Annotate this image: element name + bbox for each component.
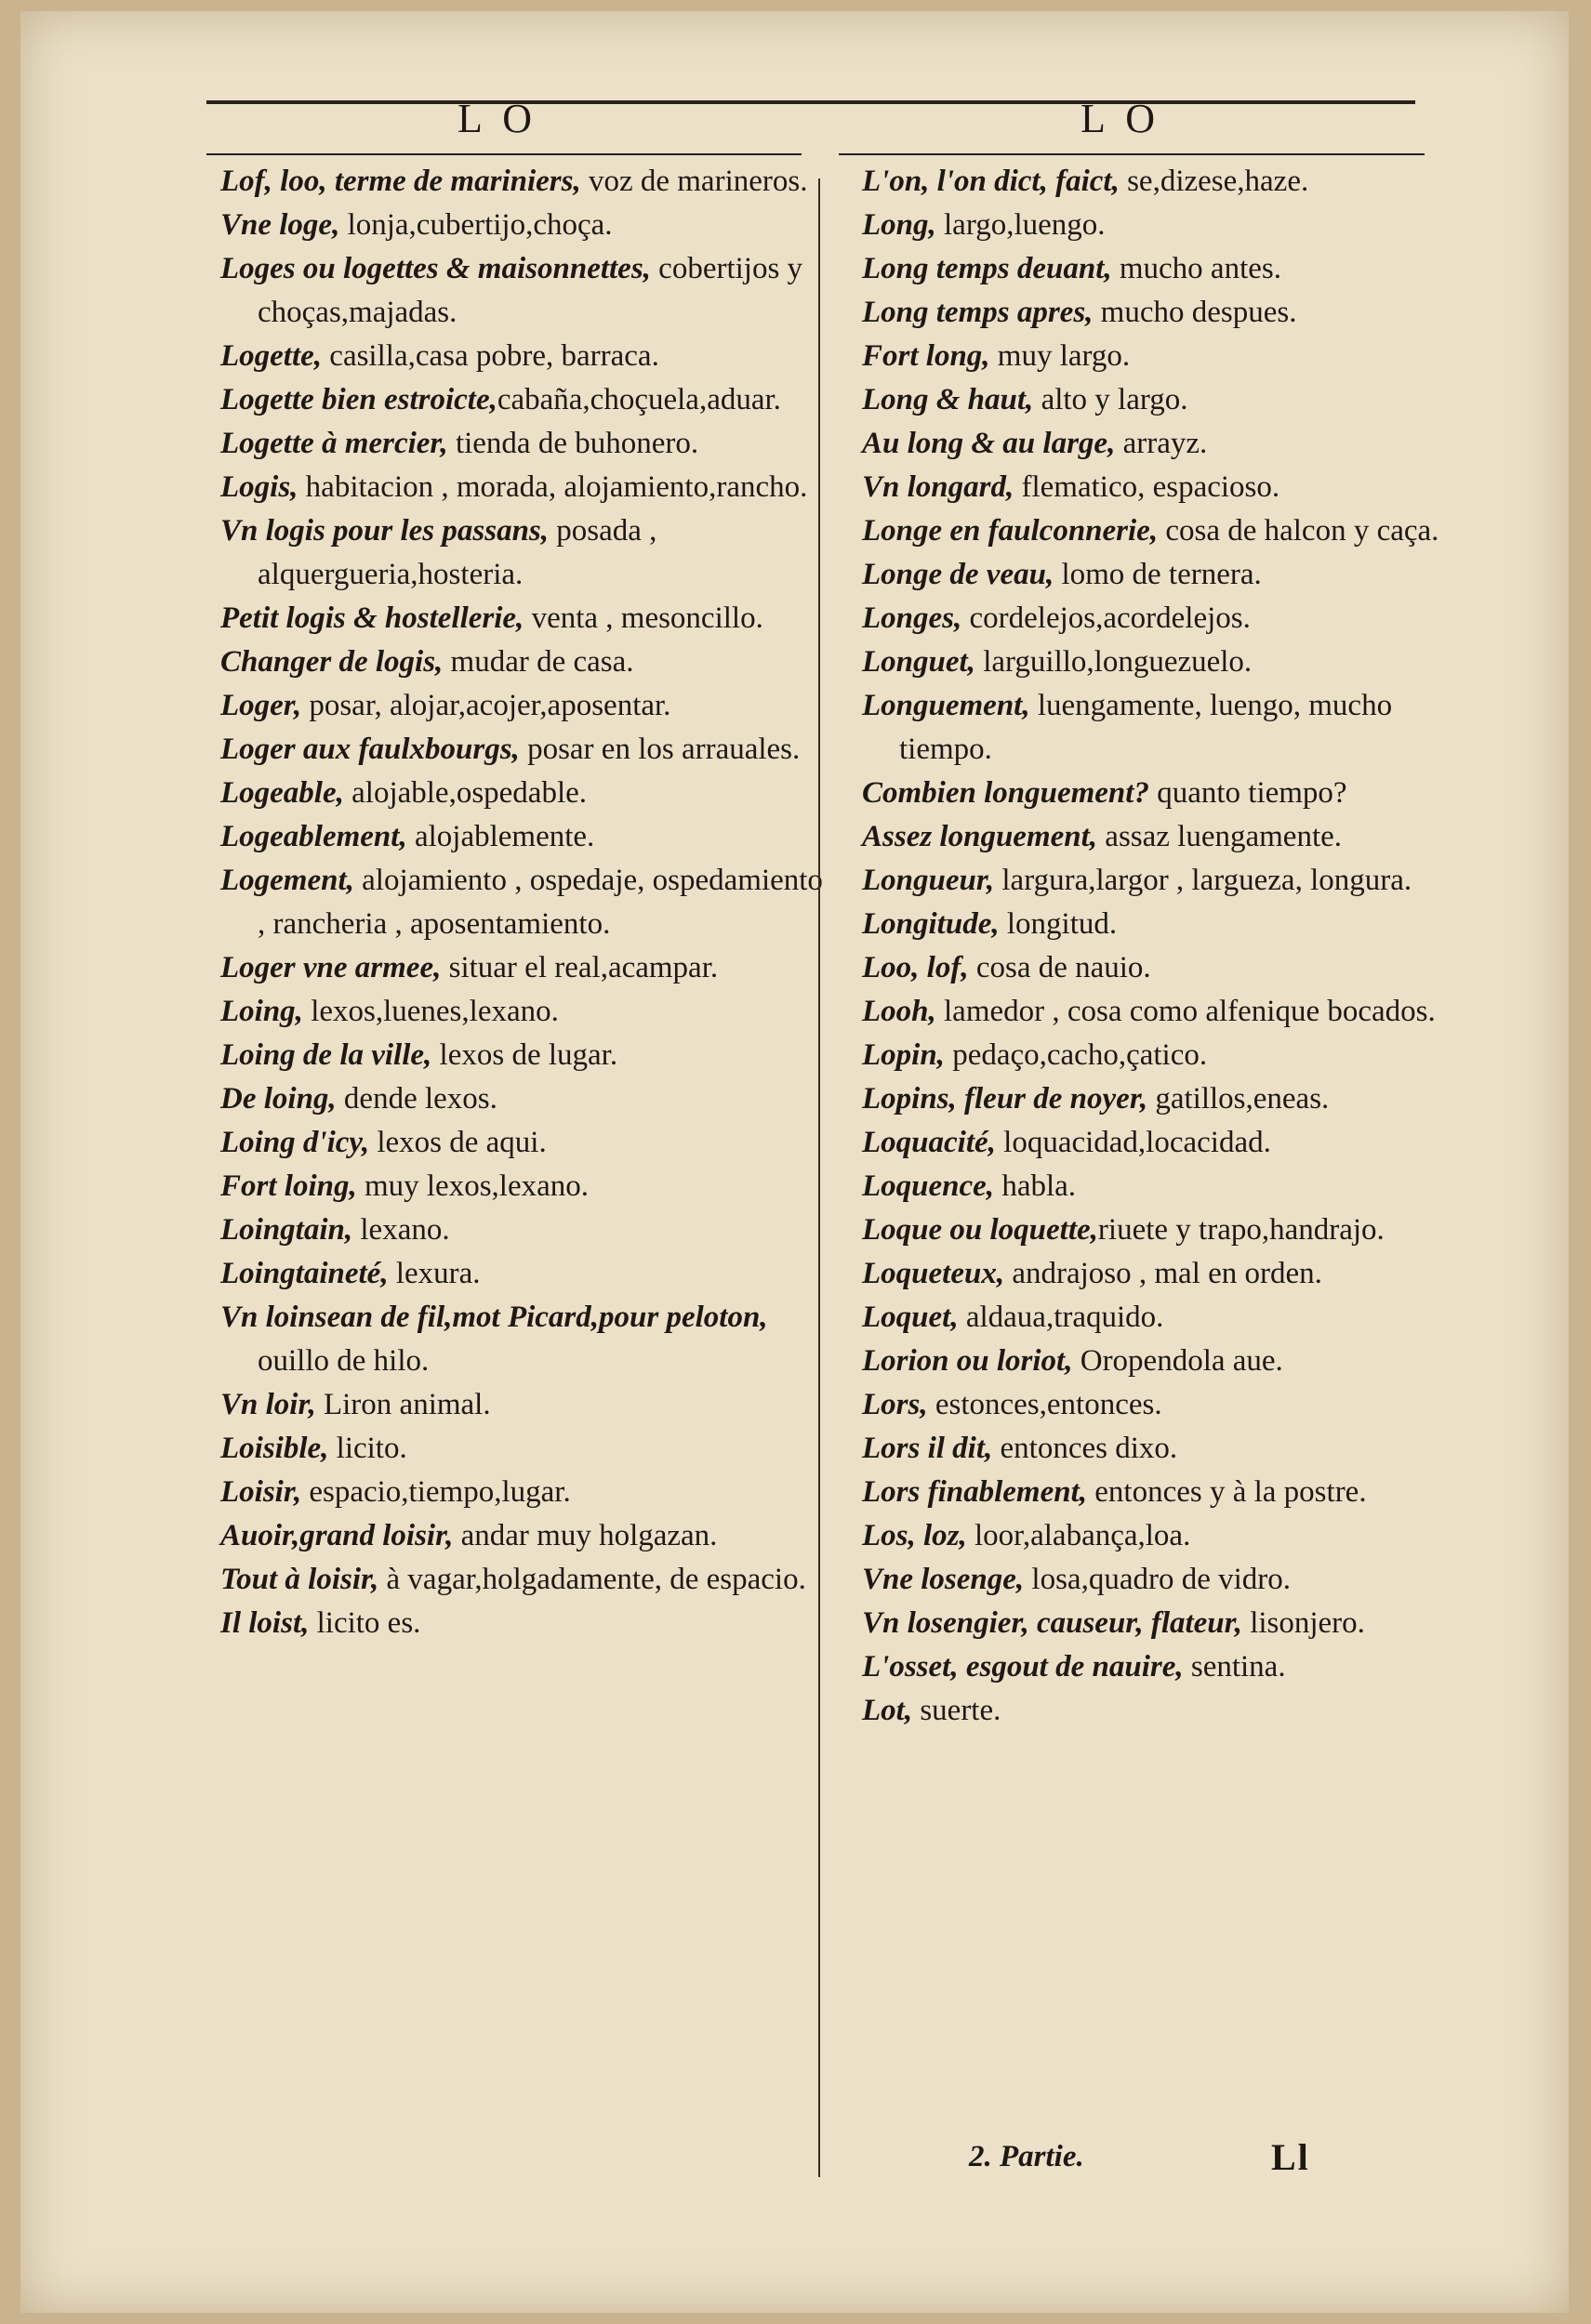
dictionary-entry bbox=[862, 1165, 1448, 1208]
entry-definition: largo,luengo. bbox=[935, 208, 1106, 242]
entry-definition: cabaña,choçuela,aduar. bbox=[497, 383, 781, 416]
entry-headword: Fort loing, bbox=[220, 1169, 357, 1203]
entry-headword: Lopin, bbox=[862, 1038, 945, 1072]
dictionary-entry bbox=[220, 990, 825, 1034]
entry-definition: situar el real,acampar. bbox=[441, 951, 719, 984]
entry-definition: gatillos,eneas. bbox=[1147, 1082, 1330, 1116]
entry-definition: alto y largo. bbox=[1033, 383, 1188, 416]
dictionary-entry bbox=[862, 422, 1448, 466]
dictionary-entry bbox=[220, 1208, 825, 1252]
header-rule-right bbox=[839, 153, 1425, 155]
entry-headword: Los, loz, bbox=[862, 1519, 967, 1552]
dictionary-entry bbox=[862, 204, 1448, 247]
running-head-left: L O bbox=[457, 96, 538, 141]
entry-headword: Changer de logis, bbox=[220, 645, 444, 679]
entry-headword: Logette, bbox=[220, 339, 323, 373]
entry-definition: habla. bbox=[994, 1169, 1077, 1203]
entry-definition: flematico, espacioso. bbox=[1014, 470, 1280, 504]
entry-definition: entonces y à la postre. bbox=[1087, 1475, 1367, 1509]
entry-headword: Loquacité, bbox=[862, 1126, 996, 1159]
dictionary-entry bbox=[862, 291, 1448, 335]
entry-headword: Logeable, bbox=[220, 776, 344, 810]
dictionary-entry bbox=[220, 1252, 825, 1296]
entry-definition: entonces dixo. bbox=[992, 1432, 1178, 1465]
entry-definition: cosa de halcon y caça. bbox=[1158, 514, 1439, 548]
dictionary-entry bbox=[862, 1471, 1448, 1514]
entry-definition: arrayz. bbox=[1115, 427, 1208, 460]
dictionary-entry bbox=[862, 684, 1448, 772]
entry-definition: loquacidad,locacidad. bbox=[995, 1126, 1271, 1159]
dictionary-entry bbox=[862, 1077, 1448, 1121]
entry-headword: Vn longard, bbox=[862, 470, 1014, 504]
entry-definition: posar en los arrauales. bbox=[519, 733, 801, 766]
dictionary-entry bbox=[862, 1121, 1448, 1165]
entry-definition: posar, alojar,acojer,aposentar. bbox=[301, 689, 671, 722]
entry-definition: lexura. bbox=[388, 1257, 481, 1290]
dictionary-entry bbox=[862, 597, 1448, 640]
dictionary-entry bbox=[862, 903, 1448, 946]
dictionary-entry bbox=[862, 1558, 1448, 1602]
dictionary-entry bbox=[862, 1340, 1448, 1383]
entry-definition: lexano. bbox=[352, 1213, 450, 1247]
left-column bbox=[220, 160, 825, 1645]
entry-definition: andrajoso , mal en orden. bbox=[1004, 1257, 1322, 1290]
entry-headword: Lorion ou loriot, bbox=[862, 1344, 1073, 1378]
entry-headword: Vne loge, bbox=[220, 208, 340, 242]
dictionary-entry bbox=[862, 946, 1448, 990]
dictionary-page bbox=[20, 11, 1569, 2313]
entry-headword: Loo, lof, bbox=[862, 951, 969, 984]
entry-headword: Long temps deuant, bbox=[862, 252, 1112, 285]
entry-headword: Loger aux faulxbourgs, bbox=[220, 733, 520, 766]
dictionary-entry bbox=[862, 1296, 1448, 1340]
entry-headword: L'osset, esgout de nauire, bbox=[862, 1650, 1184, 1684]
entry-headword: Longitude, bbox=[862, 907, 1000, 941]
entry-definition: venta , mesoncillo. bbox=[524, 601, 763, 635]
entry-definition: Liron animal. bbox=[315, 1388, 491, 1421]
entry-headword: Auoir,grand loisir, bbox=[220, 1519, 454, 1552]
dictionary-entry bbox=[220, 597, 825, 640]
entry-definition: lisonjero. bbox=[1241, 1606, 1365, 1640]
entry-headword: Lof, loo, terme de mariniers, bbox=[220, 165, 581, 198]
entry-headword: Assez longuement, bbox=[862, 820, 1098, 853]
dictionary-entry bbox=[220, 1034, 825, 1077]
entry-definition: mudar de casa. bbox=[443, 645, 634, 679]
top-rule bbox=[206, 100, 1415, 104]
entry-definition: quanto tiempo? bbox=[1148, 776, 1347, 810]
dictionary-entry bbox=[220, 640, 825, 684]
entry-definition: lonja,cubertijo,choça. bbox=[339, 208, 613, 242]
entry-definition: alojable,ospedable. bbox=[343, 776, 588, 810]
dictionary-entry bbox=[220, 1558, 825, 1602]
dictionary-entry bbox=[862, 1427, 1448, 1471]
dictionary-entry bbox=[862, 1383, 1448, 1427]
dictionary-entry bbox=[220, 1471, 825, 1514]
entry-definition: assaz luengamente. bbox=[1097, 820, 1343, 853]
entry-definition: ouillo de hilo. bbox=[258, 1344, 430, 1378]
entry-definition: dende lexos. bbox=[336, 1082, 497, 1116]
dictionary-entry bbox=[862, 247, 1448, 291]
header-rule-left bbox=[206, 153, 802, 155]
entry-headword: Logette bien estroicte, bbox=[220, 383, 497, 416]
entry-definition: alojamiento , ospedaje, ospedamiento , rancheria , aposentamiento. bbox=[258, 864, 823, 941]
entry-headword: Loque ou loquette, bbox=[862, 1213, 1098, 1247]
dictionary-entry bbox=[862, 466, 1448, 509]
entry-headword: Au long & au large, bbox=[862, 427, 1116, 460]
entry-definition: habitacion , morada, alojamiento,rancho. bbox=[298, 470, 808, 504]
entry-definition: cordelejos,acordelejos. bbox=[961, 601, 1251, 635]
entry-headword: Tout à loisir, bbox=[220, 1563, 379, 1596]
entry-definition: lexos de lugar. bbox=[431, 1038, 618, 1072]
entry-headword: Longes, bbox=[862, 601, 962, 635]
entry-definition: lomo de ternera. bbox=[1054, 558, 1262, 591]
entry-definition: mucho despues. bbox=[1093, 296, 1297, 329]
dictionary-entry bbox=[862, 1252, 1448, 1296]
dictionary-entry bbox=[220, 204, 825, 247]
dictionary-entry bbox=[862, 1034, 1448, 1077]
entry-headword: Loing de la ville, bbox=[220, 1038, 432, 1072]
entry-definition: Oropendola aue. bbox=[1072, 1344, 1283, 1378]
entry-definition: voz de marineros. bbox=[580, 165, 808, 198]
entry-headword: Fort long, bbox=[862, 339, 990, 373]
entry-headword: L'on, l'on dict, faict, bbox=[862, 165, 1120, 198]
entry-headword: Logette à mercier, bbox=[220, 427, 448, 460]
entry-headword: Lors il dit, bbox=[862, 1432, 993, 1465]
entry-definition: licito es. bbox=[309, 1606, 421, 1640]
entry-definition: riuete y trapo,handrajo. bbox=[1097, 1213, 1385, 1247]
dictionary-entry bbox=[862, 1602, 1448, 1645]
dictionary-entry bbox=[862, 509, 1448, 553]
dictionary-entry bbox=[862, 815, 1448, 859]
entry-headword: Loger vne armee, bbox=[220, 951, 442, 984]
entry-headword: Lors finablement, bbox=[862, 1475, 1088, 1509]
entry-definition: cosa de nauio. bbox=[968, 951, 1151, 984]
entry-headword: Loing, bbox=[220, 995, 303, 1028]
entry-headword: Logeablement, bbox=[220, 820, 407, 853]
entry-headword: Longuement, bbox=[862, 689, 1030, 722]
entry-headword: Loger, bbox=[220, 689, 302, 722]
entry-headword: Vn losengier, causeur, flateur, bbox=[862, 1606, 1242, 1640]
entry-definition: tienda de buhonero. bbox=[447, 427, 699, 460]
entry-headword: Loing d'icy, bbox=[220, 1126, 370, 1159]
entry-definition: se,dizese,haze. bbox=[1119, 165, 1309, 198]
entry-headword: Il loist, bbox=[220, 1606, 310, 1640]
dictionary-entry bbox=[220, 859, 825, 946]
entry-definition: muy lexos,lexano. bbox=[356, 1169, 590, 1203]
entry-definition: largura,largor , largueza, longura. bbox=[994, 864, 1412, 897]
dictionary-entry bbox=[220, 1514, 825, 1558]
dictionary-entry bbox=[862, 1645, 1448, 1689]
dictionary-entry bbox=[220, 1602, 825, 1645]
entry-definition: andar muy holgazan. bbox=[453, 1519, 718, 1552]
entry-definition: alojablemente. bbox=[406, 820, 595, 853]
entry-headword: Vn loir, bbox=[220, 1388, 316, 1421]
entry-definition: espacio,tiempo,lugar. bbox=[301, 1475, 571, 1509]
entry-definition: lexos de aqui. bbox=[369, 1126, 547, 1159]
entry-headword: Loisible, bbox=[220, 1432, 329, 1465]
entry-headword: Longuet, bbox=[862, 645, 975, 679]
entry-headword: Loges ou logettes & maisonnettes, bbox=[220, 252, 651, 285]
dictionary-entry bbox=[862, 1514, 1448, 1558]
dictionary-entry bbox=[862, 1208, 1448, 1252]
entry-definition: casilla,casa pobre, barraca. bbox=[322, 339, 659, 373]
dictionary-entry bbox=[220, 160, 825, 204]
leaf-mark: Ll bbox=[1271, 2136, 1310, 2178]
entry-definition: cobertijos y choças,majadas. bbox=[258, 252, 803, 329]
entry-definition: suerte. bbox=[912, 1694, 1001, 1727]
entry-headword: Long temps apres, bbox=[862, 296, 1094, 329]
dictionary-entry bbox=[220, 422, 825, 466]
dictionary-entry bbox=[220, 684, 825, 728]
entry-headword: Long, bbox=[862, 208, 936, 242]
entry-headword: Longe de veau, bbox=[862, 558, 1054, 591]
entry-headword: Vn loinsean de fil,mot Picard,pour peloton, bbox=[220, 1301, 768, 1334]
dictionary-entry bbox=[220, 1383, 825, 1427]
dictionary-entry bbox=[862, 1689, 1448, 1733]
dictionary-entry bbox=[862, 378, 1448, 422]
dictionary-entry bbox=[220, 378, 825, 422]
entry-headword: Longueur, bbox=[862, 864, 995, 897]
entry-definition: à vagar,holgadamente, de espacio. bbox=[378, 1563, 806, 1596]
entry-headword: Looh, bbox=[862, 995, 936, 1028]
entry-headword: Vne losenge, bbox=[862, 1563, 1025, 1596]
running-head-right: L O bbox=[1081, 96, 1161, 141]
entry-headword: Lors, bbox=[862, 1388, 928, 1421]
dictionary-entry bbox=[220, 247, 825, 335]
dictionary-entry bbox=[220, 1077, 825, 1121]
dictionary-entry bbox=[862, 990, 1448, 1034]
dictionary-entry bbox=[220, 1165, 825, 1208]
dictionary-entry bbox=[862, 640, 1448, 684]
dictionary-entry bbox=[862, 772, 1448, 815]
signature-mark: 2. Partie. bbox=[969, 2140, 1084, 2173]
dictionary-entry bbox=[220, 1296, 825, 1383]
entry-definition: longitud. bbox=[999, 907, 1118, 941]
dictionary-entry bbox=[862, 553, 1448, 597]
entry-headword: Loquet, bbox=[862, 1301, 959, 1334]
dictionary-entry bbox=[862, 859, 1448, 903]
entry-headword: Lopins, fleur de noyer, bbox=[862, 1082, 1148, 1116]
entry-headword: Combien longuement? bbox=[862, 776, 1149, 810]
dictionary-entry bbox=[220, 1427, 825, 1471]
entry-headword: Longe en faulconnerie, bbox=[862, 514, 1159, 548]
dictionary-entry bbox=[862, 335, 1448, 378]
dictionary-entry bbox=[220, 1121, 825, 1165]
entry-headword: Logis, bbox=[220, 470, 298, 504]
entry-definition: estonces,entonces. bbox=[927, 1388, 1162, 1421]
dictionary-entry bbox=[220, 772, 825, 815]
entry-headword: Logement, bbox=[220, 864, 354, 897]
entry-definition: losa,quadro de vidro. bbox=[1024, 1563, 1292, 1596]
dictionary-entry bbox=[220, 335, 825, 378]
dictionary-entry bbox=[220, 466, 825, 509]
dictionary-entry bbox=[220, 946, 825, 990]
dictionary-entry bbox=[220, 728, 825, 772]
entry-definition: licito. bbox=[328, 1432, 407, 1465]
entry-definition: lamedor , cosa como alfenique bocados. bbox=[935, 995, 1436, 1028]
entry-headword: Petit logis & hostellerie, bbox=[220, 601, 524, 635]
entry-headword: Long & haut, bbox=[862, 383, 1034, 416]
entry-definition: posada , alquergueria,hosteria. bbox=[258, 514, 657, 591]
entry-headword: Loqueteux, bbox=[862, 1257, 1005, 1290]
dictionary-entry bbox=[220, 815, 825, 859]
entry-definition: luengamente, luengo, mucho tiempo. bbox=[899, 689, 1393, 766]
entry-headword: Loingtain, bbox=[220, 1213, 353, 1247]
entry-definition: lexos,luenes,lexano. bbox=[302, 995, 559, 1028]
entry-definition: muy largo. bbox=[989, 339, 1131, 373]
entry-headword: De loing, bbox=[220, 1082, 337, 1116]
dictionary-entry bbox=[862, 160, 1448, 204]
entry-headword: Lot, bbox=[862, 1694, 913, 1727]
entry-headword: Loquence, bbox=[862, 1169, 995, 1203]
right-column bbox=[862, 160, 1448, 1733]
entry-headword: Loisir, bbox=[220, 1475, 302, 1509]
dictionary-entry bbox=[220, 509, 825, 597]
entry-definition: pedaço,cacho,çatico. bbox=[944, 1038, 1208, 1072]
page-footer bbox=[969, 2136, 1452, 2196]
entry-headword: Vn logis pour les passans, bbox=[220, 514, 550, 548]
entry-definition: sentina. bbox=[1183, 1650, 1286, 1684]
column-divider bbox=[818, 178, 820, 2177]
entry-definition: mucho antes. bbox=[1111, 252, 1281, 285]
entry-definition: loor,alabança,loa. bbox=[966, 1519, 1191, 1552]
entry-definition: larguillo,longuezuelo. bbox=[974, 645, 1253, 679]
entry-definition: aldaua,traquido. bbox=[958, 1301, 1164, 1334]
entry-headword: Loingtaineté, bbox=[220, 1257, 389, 1290]
